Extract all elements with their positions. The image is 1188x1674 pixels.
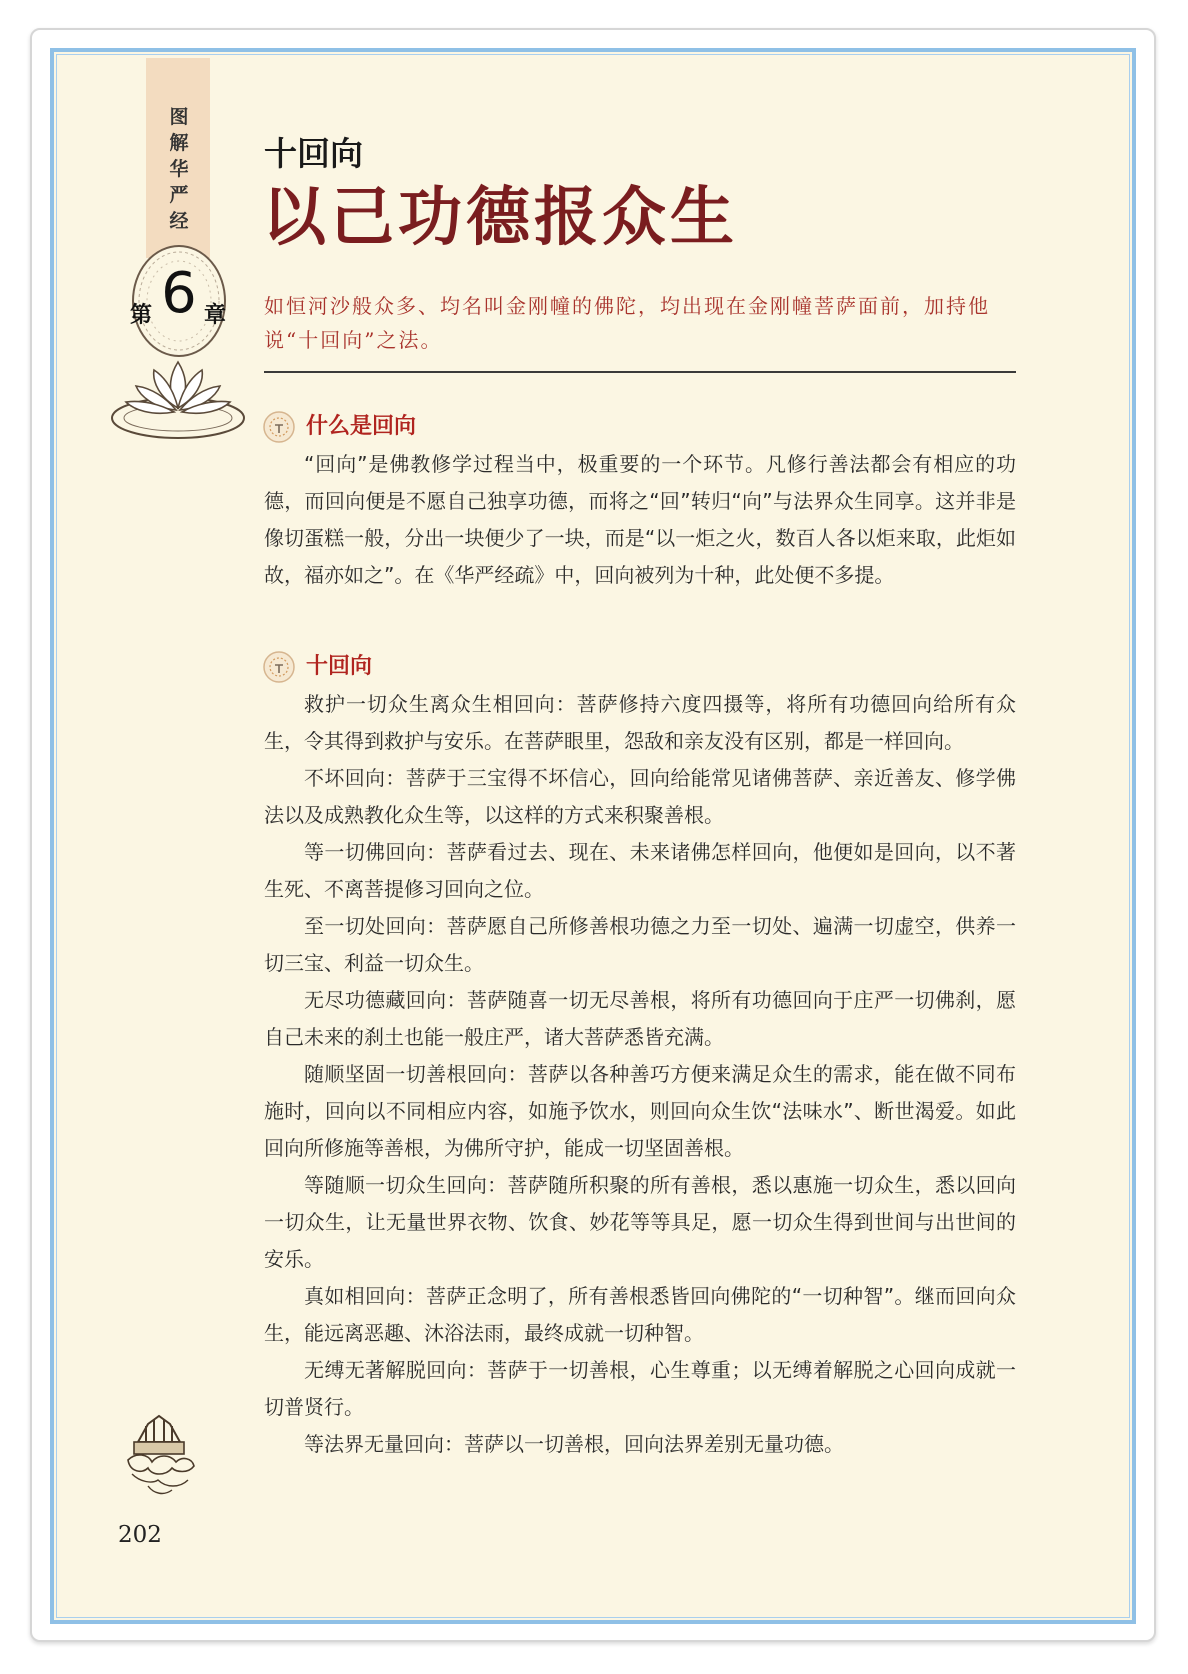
chapter-suffix: 章	[204, 303, 227, 328]
dharma-wheel-icon	[262, 650, 296, 684]
dharma-wheel-icon	[262, 410, 296, 444]
section-title: 什么是回向	[306, 414, 417, 439]
section-kicker: 十回向	[264, 134, 363, 173]
paragraph: 等法界无量回向：菩萨以一切善根，回向法界差别无量功德。	[304, 1432, 844, 1456]
section-title: 十回向	[306, 654, 373, 679]
paragraph: 真如相回向：菩萨正念明了，所有善根悉皆回向佛陀的“一切种智”。继而回向众生，能远离恶趣、沐浴法雨，最终成就一切种智。	[264, 1284, 1016, 1345]
paragraph: 救护一切众生离众生相回向：菩萨修持六度四摄等，将所有功德回向给所有众生，令其得到救护与安乐。在菩萨眼里，怨敌和亲友没有区别，都是一样回向。	[264, 692, 1016, 753]
page-number: 202	[118, 1522, 162, 1548]
header-divider	[264, 371, 1016, 373]
side-tab-book-title: 图解华严经	[169, 106, 189, 232]
paragraph: 至一切处回向：菩萨愿自己所修善根功德之力至一切处、遍满一切虚空，供养一切三宝、利益一切众生。	[264, 914, 1016, 975]
chapter-prefix: 第	[130, 303, 153, 328]
paragraph: 不坏回向：菩萨于三宝得不坏信心，回向给能常见诸佛菩萨、亲近善友、修学佛法以及成熟教化众生等，以这样的方式来积聚善根。	[264, 766, 1016, 827]
chapter-number: 6	[161, 261, 197, 326]
bodhisattva-emblem-icon	[118, 1412, 200, 1500]
paragraph: 随顺坚固一切善根回向：菩萨以各种善巧方便来满足众生的需求，能在做不同布施时，回向以不同相应内容，如施予饮水，则回向众生饮“法味水”、断世渴爱。如此回向所修施等善根，为佛所守护，能成一切坚固善根。	[264, 1062, 1016, 1160]
intro-text: 如恒河沙般众多、均名叫金刚幢的佛陀，均出现在金刚幢菩萨面前，加持他说“十回向”之法。	[264, 294, 990, 352]
paragraph: “回向”是佛教修学过程当中，极重要的一个环节。凡修行善法都会有相应的功德，而回向便是不愿自己独享功德，而将之“回”转归“向”与法界众生同享。这并非是像切蛋糕一般，分出一块便少了一块，而是“以一炬之火，数百人各以炬来取，此炬如故，福亦如之”。在《华严经疏》中，回向被列为十种，此处便不多提。	[264, 452, 1016, 587]
section-body-what-is-dedication	[264, 446, 1016, 594]
paragraph: 无缚无著解脱回向：菩萨于一切善根，心生尊重；以无缚着解脱之心回向成就一切普贤行。	[264, 1358, 1016, 1419]
lotus-icon	[108, 352, 248, 444]
paragraph: 等随顺一切众生回向：菩萨随所积聚的所有善根，悉以惠施一切众生，悉以回向一切众生，让无量世界衣物、饮食、妙花等等具足，愿一切众生得到世间与出世间的安乐。	[264, 1173, 1016, 1271]
section-body-ten-dedications	[264, 686, 1016, 1463]
paragraph: 等一切佛回向：菩萨看过去、现在、未来诸佛怎样回向，他便如是回向，以不著生死、不离菩提修习回向之位。	[264, 840, 1016, 901]
page-title: 以己功德报众生	[262, 181, 738, 255]
paragraph: 无尽功德藏回向：菩萨随喜一切无尽善根，将所有功德回向于庄严一切佛刹，愿自己未来的刹土也能一般庄严，诸大菩萨悉皆充满。	[264, 988, 1016, 1049]
